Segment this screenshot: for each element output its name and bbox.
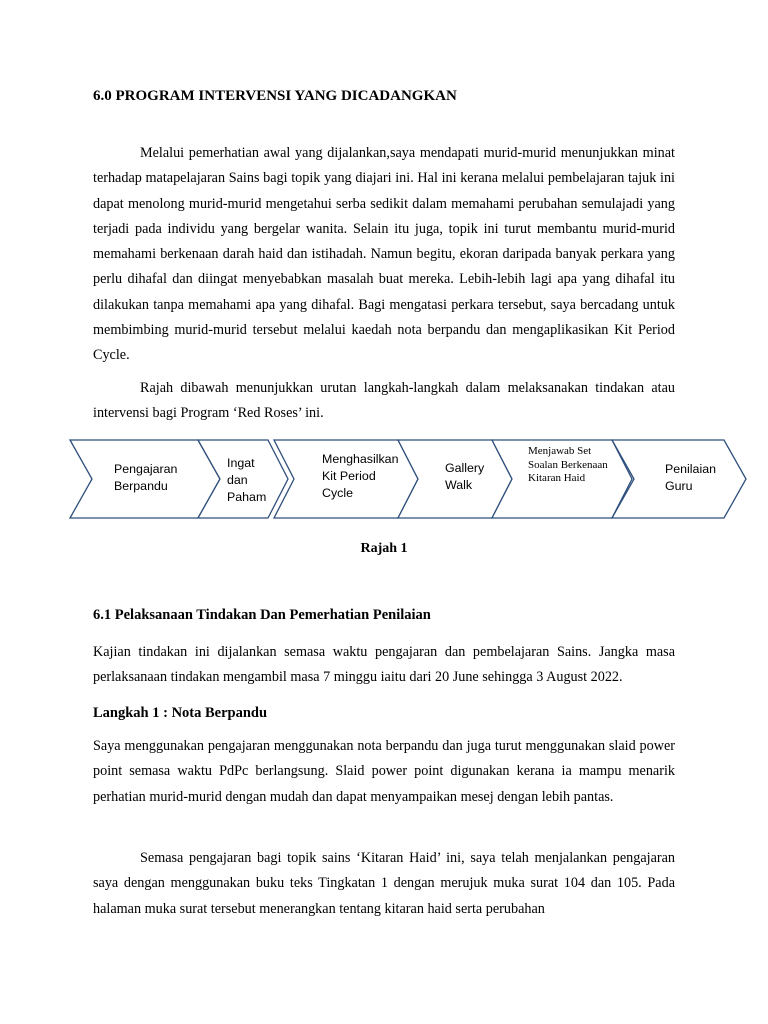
step-label-3: Menghasilkan Kit Period Cycle bbox=[322, 452, 399, 500]
step-label-4: Gallery Walk bbox=[445, 461, 485, 492]
section-title-6-1: 6.1 Pelaksanaan Tindakan Dan Pemerhatian Penilaian bbox=[93, 607, 431, 623]
figure-caption: Rajah 1 bbox=[360, 541, 408, 556]
section-title-6-0: 6.0 PROGRAM INTERVENSI YANG DICADANGKAN bbox=[93, 88, 457, 104]
step-1-paragraph: Saya menggunakan pengajaran menggunakan nota berpandu dan juga turut menggunakan slaid power point semasa waktu PdPc berlangsung. Slaid power point digunakan kerana ia mampu menarik perhatian murid-murid dengan mudah dan dapat menyampaikan mesej dengan lebih pantas. bbox=[93, 738, 675, 805]
step-label-5: Menjawab Set Soalan Berkenaan Kitaran Haid bbox=[528, 445, 608, 484]
step-label-1: Pengajaran Berpandu bbox=[114, 462, 178, 493]
step-label-2: Ingat dan Paham bbox=[227, 456, 267, 504]
intervention-steps-diagram bbox=[68, 436, 748, 522]
teaching-paragraph: Semasa pengajaran bagi topik sains ‘Kitaran Haid’ ini, saya telah menjalankan pengajaran saya dengan menggunakan buku teks Tingkatan 1 dengan merujuk muka surat 104 dan 105. Pada halaman muka surat tersebut menerangkan tentang kitaran haid serta perubahan bbox=[93, 850, 675, 917]
step-1-title: Langkah 1 : Nota Berpandu bbox=[93, 705, 268, 721]
intro-paragraph: Melalui pemerhatian awal yang dijalankan,saya mendapati murid-murid menunjukkan minat terhadap matapelajaran Sains bagi topik yang diajari ini. Hal ini kerana melalui pembelajaran tajuk ini dapat menolong murid-murid mengetahui serba sedikit dalam memahami perubahan semulajadi yang terjadi pada individu yang bergelar wanita. Selain itu juga, topik ini turut membantu murid-murid memahami berkenaan darah haid dan istihadah. Namun begitu, ekoran daripada banyak perkara yang perlu dihafal dan diingat menyebabkan masalah buat mereka. Lebih-lebih lagi apa yang dihafal itu dilakukan tanpa memahami apa yang dihafal. Bagi mengatasi perkara tersebut, saya bercadang untuk membimbing murid-murid tersebut melalui kaedah nota berpandu dan mengaplikasikan Kit Period Cycle. bbox=[93, 145, 675, 364]
implementation-paragraph: Kajian tindakan ini dijalankan semasa waktu pengajaran dan pembelajaran Sains. Jangka masa perlaksanaan tindakan mengambil masa 7 minggu iaitu dari 20 June sehingga 3 August 2022. bbox=[93, 644, 675, 686]
step-label-6: Penilaian Guru bbox=[665, 462, 716, 493]
diagram-intro-paragraph: Rajah dibawah menunjukkan urutan langkah-langkah dalam melaksanakan tindakan atau intervensi bagi Program ‘Red Roses’ ini. bbox=[93, 380, 675, 422]
